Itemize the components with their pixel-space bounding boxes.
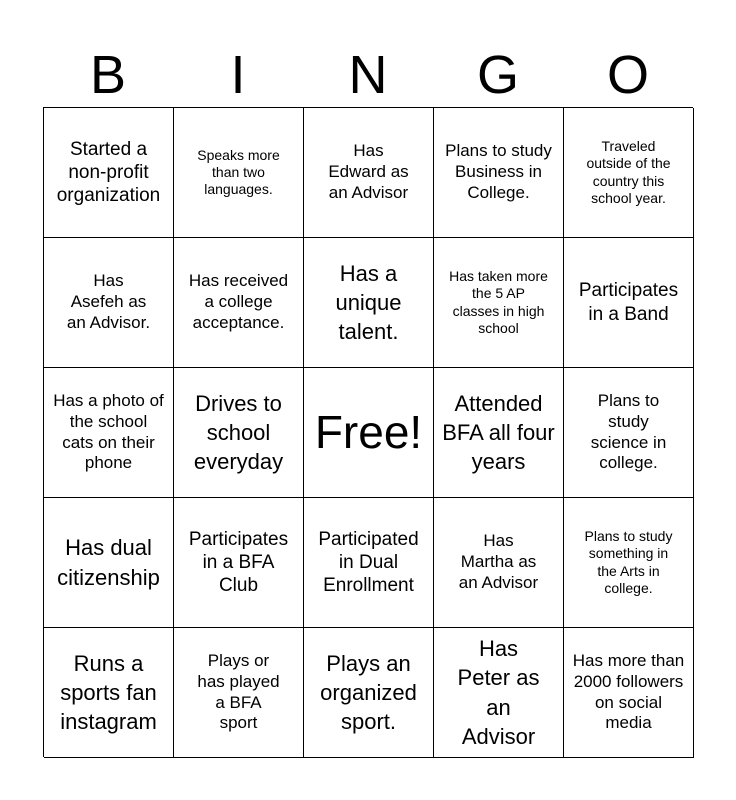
bingo-cell[interactable] — [564, 498, 694, 628]
bingo-board — [43, 107, 693, 757]
bingo-cell[interactable] — [174, 108, 304, 238]
cell-text: Has a unique talent. — [335, 260, 402, 345]
cell-text: Has a photo of the school cats on their phone — [53, 391, 164, 473]
bingo-cell[interactable] — [564, 108, 694, 238]
cell-text: Plans to study Business in College. — [445, 141, 552, 202]
bingo-cell[interactable] — [304, 108, 434, 238]
cell-text: Has more than 2000 followers on social media — [572, 651, 685, 733]
cell-text: Has Martha as an Advisor — [458, 531, 539, 592]
cell-text: Participates in a Band — [578, 280, 679, 325]
cell-text: Participated in Dual Enrollment — [318, 528, 419, 597]
bingo-header — [43, 42, 693, 108]
header-letter-o: O — [606, 45, 649, 105]
cell-text: Participates in a BFA Club — [188, 528, 289, 597]
bingo-cell[interactable] — [44, 238, 174, 368]
free-space-text: Free! — [314, 406, 423, 459]
cell-text: Drives to school everyday — [193, 390, 284, 475]
header-letter-g: G — [476, 45, 519, 105]
cell-text: Traveled outside of the country this school year. — [586, 138, 671, 206]
bingo-cell[interactable] — [304, 498, 434, 628]
cell-text: Has Edward as an Advisor — [328, 141, 409, 202]
cell-text: Has taken more the 5 AP classes in high school — [449, 268, 548, 336]
cell-text: Plays an organized sport. — [320, 650, 417, 735]
bingo-cell[interactable] — [564, 368, 694, 498]
bingo-cell[interactable] — [174, 238, 304, 368]
cell-text: Has received a college acceptance. — [188, 271, 289, 332]
cell-text: Plans to study science in college. — [590, 391, 667, 473]
bingo-cell[interactable] — [304, 628, 434, 758]
bingo-cell[interactable] — [304, 238, 434, 368]
bingo-cell[interactable] — [174, 368, 304, 498]
cell-text: Has Peter as an Advisor — [457, 636, 540, 749]
bingo-cell[interactable] — [44, 498, 174, 628]
bingo-cell[interactable] — [434, 108, 564, 238]
bingo-cell[interactable] — [174, 498, 304, 628]
cell-text: Started a non-profit organization — [56, 138, 161, 207]
free-space[interactable] — [304, 368, 434, 498]
cell-text: Runs a sports fan instagram — [60, 650, 157, 735]
cell-text: Attended BFA all four years — [442, 390, 555, 475]
cell-text: Has dual citizenship — [57, 535, 160, 590]
header-letter-i: I — [230, 45, 246, 105]
bingo-cell[interactable] — [44, 628, 174, 758]
bingo-cell[interactable] — [174, 628, 304, 758]
bingo-cell[interactable] — [434, 368, 564, 498]
bingo-cell[interactable] — [434, 498, 564, 628]
cell-text: Plans to study something in the Arts in college. — [584, 528, 673, 596]
cell-text: Speaks more than two languages. — [197, 146, 280, 198]
bingo-cell[interactable] — [44, 108, 174, 238]
cell-text: Has Asefeh as an Advisor. — [66, 271, 151, 332]
header-letter-n: N — [348, 45, 388, 105]
bingo-cell[interactable] — [434, 628, 564, 758]
bingo-cell[interactable] — [44, 368, 174, 498]
bingo-cell[interactable] — [564, 238, 694, 368]
cell-text: Plays or has played a BFA sport — [197, 651, 280, 733]
bingo-cell[interactable] — [564, 628, 694, 758]
bingo-cell[interactable] — [434, 238, 564, 368]
header-letter-b: B — [89, 45, 127, 105]
